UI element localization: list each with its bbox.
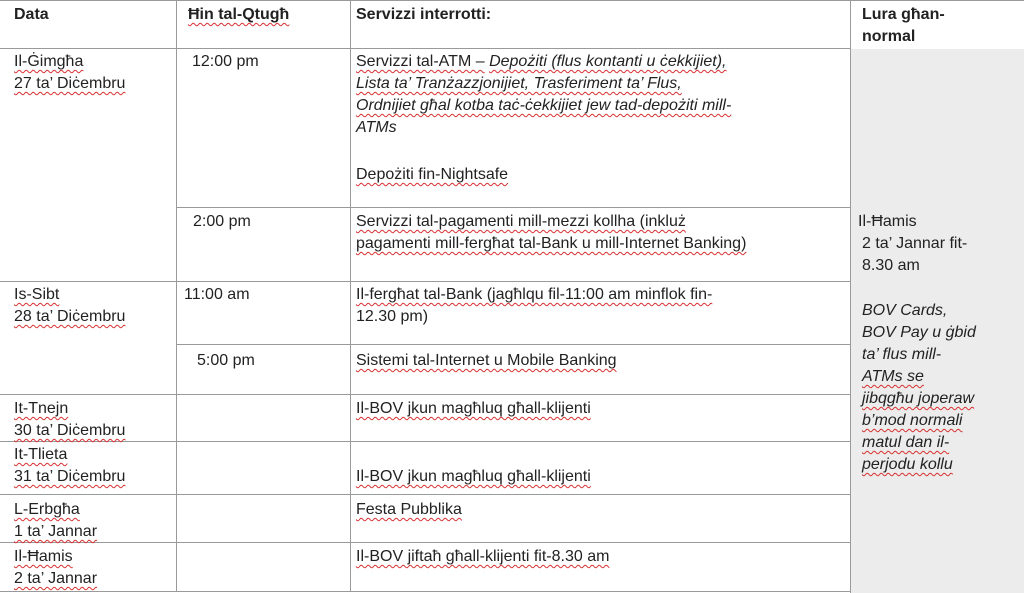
- r2-time-1: 11:00 am: [184, 286, 250, 303]
- r2-day: [14, 284, 59, 306]
- resume-line-8: jibqgħu joperaw: [862, 390, 975, 407]
- table-border-bottom: [0, 591, 850, 592]
- r1-date-text: 27 ta’ Diċembru: [14, 75, 126, 92]
- resume-line-4: BOV Cards,: [862, 302, 948, 319]
- r6-day: [14, 546, 73, 568]
- r2-time-2: 5:00 pm: [197, 352, 255, 369]
- r4-date-text: 31 ta’ Diċembru: [14, 468, 126, 485]
- col-divider-1: [176, 0, 177, 592]
- resume-line-11: perjodu kollu: [862, 456, 953, 473]
- r5-service: Festa Pubblika: [356, 501, 462, 518]
- sub-row-rule-r2: [176, 344, 850, 345]
- r2-day-text: Is-Sibt: [14, 286, 60, 303]
- r1-service-1-line4: ATMs: [356, 119, 397, 136]
- r1-service-1-line1-a: Servizzi tal-ATM –: [356, 53, 485, 70]
- r1-day-text: Il-Ġimgħa: [14, 53, 84, 70]
- r2-service-2-line1: Sistemi tal-Internet u Mobile Banking: [356, 352, 617, 369]
- r2-service-1-line1: Il-fergħat tal-Bank (jagħlqu fil-11:00 am minflok fin-: [356, 286, 713, 303]
- resume-line-5: BOV Pay u ġbid: [862, 324, 976, 341]
- r1-service-1-line5: Depożiti fin-Nightsafe: [356, 166, 509, 183]
- r1-time-1: 12:00 pm: [192, 53, 259, 70]
- col-divider-3: [850, 0, 851, 593]
- r3-day-text: It-Tnejn: [14, 400, 69, 417]
- resume-line-2: 2 ta’ Jannar fit-: [862, 235, 968, 252]
- r1-day: [14, 51, 83, 73]
- r6-date: [14, 568, 97, 590]
- r2-date-text: 28 ta’ Diċembru: [14, 308, 126, 325]
- row-rule-r4: [0, 494, 850, 495]
- r2-date: [14, 306, 125, 328]
- r6-day-text: Il-Ħamis: [14, 548, 73, 565]
- header-time-text: Ħin tal-Qtugħ: [188, 6, 290, 23]
- resume-line-3: 8.30 am: [862, 257, 920, 274]
- r5-date: [14, 521, 97, 543]
- r4-day-text: It-Tlieta: [14, 446, 68, 463]
- row-rule-r2: [0, 394, 850, 395]
- resume-line-1: Il-Ħamis: [858, 213, 917, 230]
- r1-service-2-line1: Servizzi tal-pagamenti mill-mezzi kollha (inkluż: [356, 213, 686, 230]
- r5-day-text: L-Erbgħa: [14, 501, 80, 518]
- r5-date-text: 1 ta’ Jannar: [14, 523, 98, 540]
- col-divider-2: [350, 0, 351, 592]
- resume-line-10: matul dan il-: [862, 434, 950, 451]
- r5-day: [14, 499, 80, 521]
- header-bottom-rule: [0, 48, 850, 49]
- resume-line-6: ta’ flus mill-: [862, 346, 942, 363]
- header-services: Servizzi interrotti:: [356, 6, 492, 23]
- row-rule-r3: [0, 441, 850, 442]
- r1-date: [14, 73, 125, 95]
- row-rule-r5: [0, 542, 850, 543]
- r3-date-text: 30 ta’ Diċembru: [14, 422, 126, 439]
- header-time: [188, 4, 289, 26]
- resume-line-7: ATMs se: [862, 368, 924, 385]
- r3-service: Il-BOV jkun magħluq għall-klijenti: [356, 400, 591, 417]
- r4-day: [14, 444, 67, 466]
- table-border-top: [0, 0, 1024, 1]
- header-resume-line1: Lura għan-: [862, 6, 945, 23]
- r3-date: [14, 420, 125, 442]
- r6-date-text: 2 ta’ Jannar: [14, 570, 98, 587]
- r1-service-1-line3: Ordnijiet għal kotba taċ-ċekkijiet jew tad-depożiti mill-: [356, 97, 732, 114]
- r3-day: [14, 398, 68, 420]
- r1-service-1-line1: [356, 51, 727, 73]
- r2-service-1-line2: 12.30 pm): [356, 308, 429, 325]
- r1-time-2: 2:00 pm: [193, 213, 251, 230]
- header-date: Data: [14, 6, 49, 23]
- r1-service-1-line2: Lista ta’ Tranżazzjonijiet, Trasferiment ta’ Flus,: [356, 75, 682, 92]
- header-resume-line2: normal: [862, 28, 916, 45]
- r6-service: Il-BOV jiftaħ għall-klijenti fit-8.30 am: [356, 548, 610, 565]
- sub-row-rule-r1: [176, 207, 850, 208]
- row-rule-r1: [0, 281, 850, 282]
- r4-service: Il-BOV jkun magħluq għall-klijenti: [356, 468, 591, 485]
- resume-line-9: b’mod normali: [862, 412, 963, 429]
- r1-service-1-line1-b: Depożiti (flus kontanti u ċekkijiet),: [489, 53, 727, 70]
- r1-service-2-line2: pagamenti mill-fergħat tal-Bank u mill-Internet Banking): [356, 235, 747, 252]
- r4-date: [14, 466, 125, 488]
